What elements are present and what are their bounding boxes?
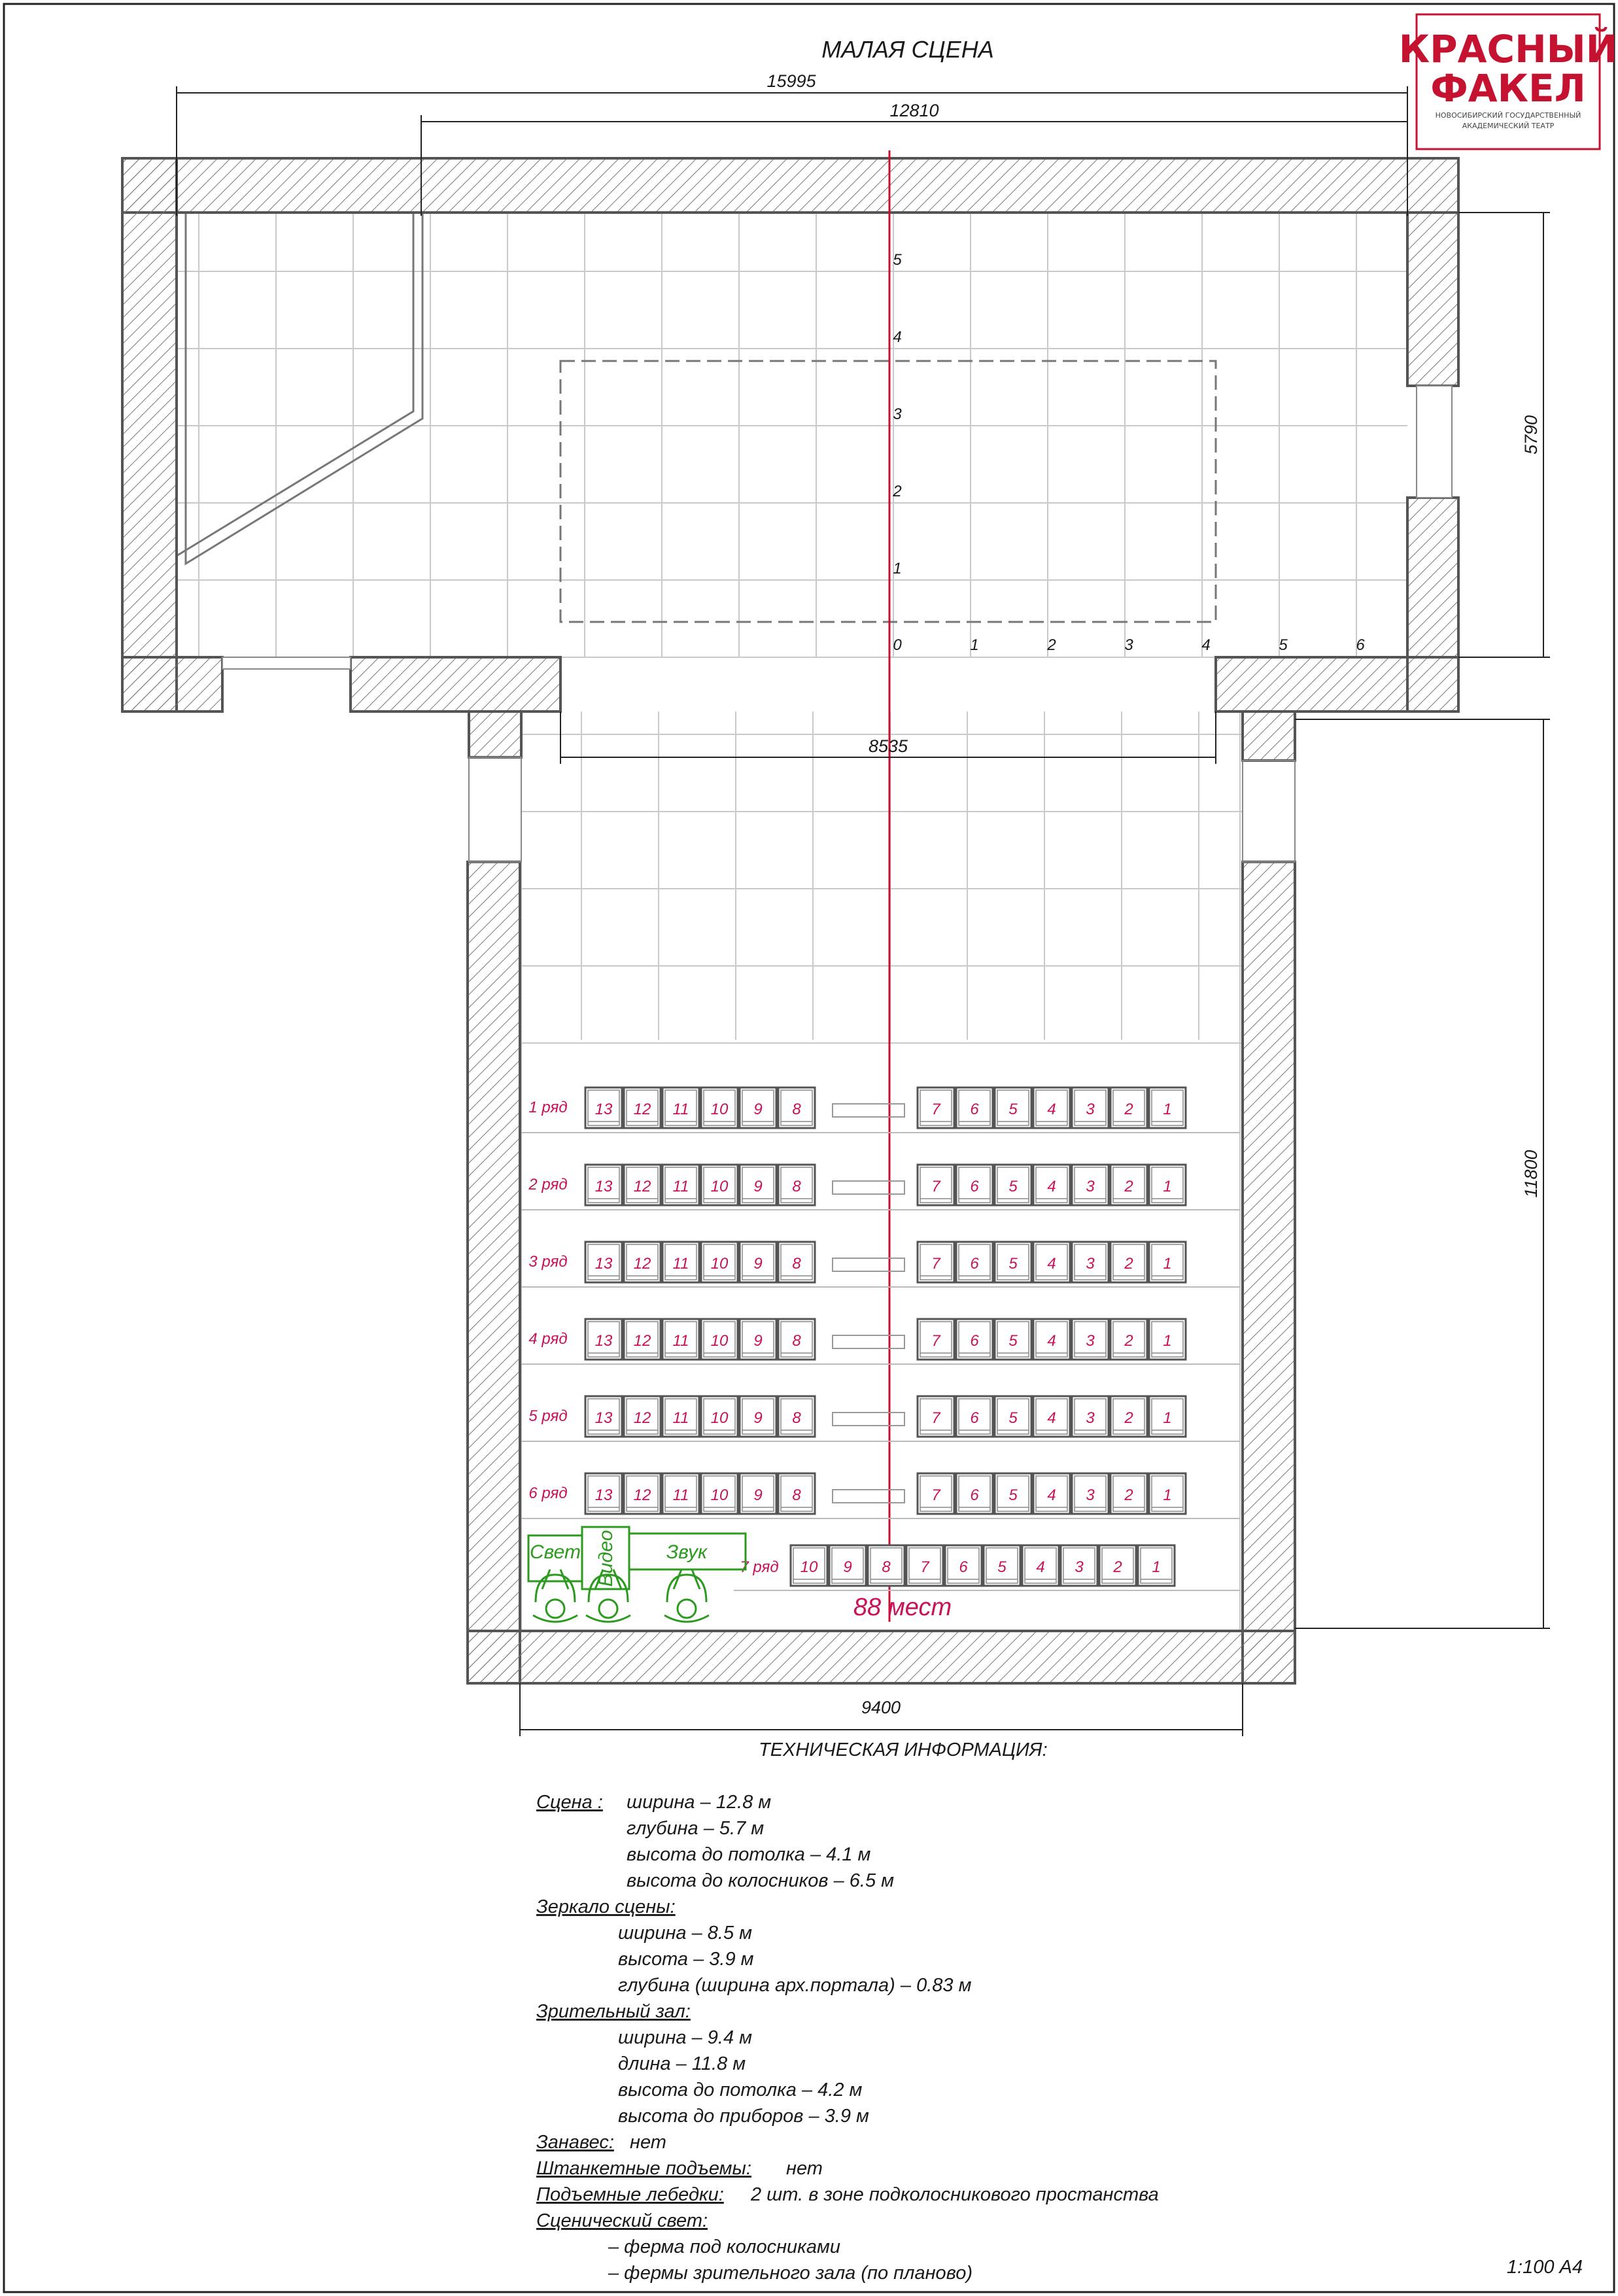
seat xyxy=(740,1088,776,1128)
seat xyxy=(995,1242,1031,1282)
seat-number: 7 xyxy=(931,1101,940,1118)
info-heading: ТЕХНИЧЕСКАЯ ИНФОРМАЦИЯ: xyxy=(759,1739,1048,1760)
seat-number: 6 xyxy=(970,1409,979,1427)
info-curtain-value: нет xyxy=(630,2132,666,2153)
aisle-step xyxy=(833,1335,904,1348)
info-stage-line: ширина – 12.8 м xyxy=(627,1792,772,1813)
seat xyxy=(1149,1242,1186,1282)
seat-number: 8 xyxy=(792,1178,801,1195)
seat xyxy=(918,1165,954,1205)
seat xyxy=(1072,1165,1109,1205)
seat xyxy=(778,1242,815,1282)
seat-number: 12 xyxy=(633,1332,651,1350)
seat-number: 4 xyxy=(1047,1255,1056,1273)
seat-number: 3 xyxy=(1075,1558,1084,1576)
seat xyxy=(663,1473,699,1514)
acting-area xyxy=(560,361,1216,622)
seat-number: 1 xyxy=(1163,1255,1172,1273)
seat xyxy=(829,1545,866,1586)
seat-number: 9 xyxy=(753,1255,763,1273)
tech-video-label: Видео xyxy=(595,1530,617,1587)
seat-number: 7 xyxy=(931,1332,940,1350)
seat xyxy=(956,1396,993,1437)
tech-booth xyxy=(528,1527,746,1622)
info-lifts-value: нет xyxy=(786,2158,823,2179)
aisle-step xyxy=(833,1258,904,1271)
seat-number: 3 xyxy=(1086,1178,1095,1195)
seat xyxy=(740,1396,776,1437)
seat-number: 8 xyxy=(882,1558,891,1576)
axis-x-label: 6 xyxy=(1356,636,1365,654)
aisle-step xyxy=(833,1413,904,1426)
seat-number: 1 xyxy=(1163,1178,1172,1195)
seat-number: 5 xyxy=(1008,1486,1018,1504)
seat-number: 9 xyxy=(753,1178,763,1195)
tech-info xyxy=(536,1739,1583,2284)
seat-number: 2 xyxy=(1113,1558,1122,1576)
seat xyxy=(778,1319,815,1360)
seat-number: 8 xyxy=(792,1255,801,1273)
seat-number: 6 xyxy=(970,1332,979,1350)
info-hall-line: высота до приборов – 3.9 м xyxy=(618,2106,869,2127)
info-stage-label: Сцена : xyxy=(536,1792,603,1813)
seat-number: 5 xyxy=(1008,1409,1018,1427)
seat xyxy=(663,1319,699,1360)
seat-number: 3 xyxy=(1086,1255,1095,1273)
seat-number: 2 xyxy=(1124,1255,1133,1273)
aisle-step xyxy=(833,1181,904,1194)
info-light-line: – фермы зрительного зала (по планово) xyxy=(608,2263,973,2284)
seat-number: 12 xyxy=(633,1486,651,1504)
axis-x-label: 2 xyxy=(1047,636,1056,654)
seat-number: 2 xyxy=(1124,1486,1133,1504)
seat xyxy=(1022,1545,1059,1586)
seat xyxy=(778,1396,815,1437)
seat xyxy=(1033,1319,1070,1360)
seat-number: 5 xyxy=(1008,1332,1018,1350)
seat-number: 10 xyxy=(710,1178,729,1195)
backstage-partition xyxy=(177,213,422,564)
seat-number: 6 xyxy=(959,1558,968,1576)
row-label: 2 ряд xyxy=(528,1176,568,1193)
theatre-logo xyxy=(1399,14,1618,149)
aisle-step xyxy=(833,1490,904,1503)
info-stage-line: высота до потолка – 4.1 м xyxy=(627,1844,871,1865)
seat xyxy=(663,1242,699,1282)
seat xyxy=(663,1088,699,1128)
seat xyxy=(701,1473,738,1514)
seat xyxy=(585,1319,622,1360)
seat xyxy=(995,1319,1031,1360)
seat-number: 10 xyxy=(710,1332,729,1350)
seat xyxy=(1110,1319,1147,1360)
seat-number: 6 xyxy=(970,1255,979,1273)
seat-number: 12 xyxy=(633,1178,651,1195)
seat-number: 2 xyxy=(1124,1332,1133,1350)
seat xyxy=(1033,1165,1070,1205)
seat-number: 12 xyxy=(633,1255,651,1273)
info-hall-line: высота до потолка – 4.2 м xyxy=(618,2080,863,2100)
seat xyxy=(1099,1545,1136,1586)
seat-number: 10 xyxy=(710,1255,729,1273)
info-hall-line: ширина – 9.4 м xyxy=(618,2027,753,2048)
logo-line-1: КРАСНЫЙ xyxy=(1398,27,1618,71)
seat xyxy=(624,1242,661,1282)
seat-number: 11 xyxy=(672,1409,689,1427)
seat-number: 9 xyxy=(843,1558,852,1576)
seat xyxy=(1110,1473,1147,1514)
seat-number: 8 xyxy=(792,1486,801,1504)
seat-number: 10 xyxy=(710,1409,729,1427)
seat-number: 10 xyxy=(710,1101,729,1118)
seat xyxy=(1033,1473,1070,1514)
info-light-label: Сценический свет: xyxy=(536,2210,708,2231)
info-light-line: – ферма под колосниками xyxy=(608,2236,840,2257)
tech-sound-label: Звук xyxy=(666,1541,708,1563)
seat xyxy=(956,1319,993,1360)
seating xyxy=(521,1088,1240,1590)
dim-stage-depth: 5790 xyxy=(1521,415,1541,455)
dim-hall-width: 9400 xyxy=(861,1698,901,1717)
operator-icon xyxy=(664,1569,709,1622)
seat-number: 11 xyxy=(672,1178,689,1195)
seat xyxy=(740,1242,776,1282)
aisle-step xyxy=(833,1104,904,1117)
info-lifts-label: Штанкетные подъемы: xyxy=(536,2158,751,2179)
seat xyxy=(624,1473,661,1514)
seat xyxy=(956,1242,993,1282)
seat-number: 7 xyxy=(920,1558,929,1576)
seat-number: 3 xyxy=(1086,1409,1095,1427)
seat xyxy=(1033,1396,1070,1437)
seat xyxy=(663,1396,699,1437)
seat-number: 10 xyxy=(800,1558,818,1576)
seat xyxy=(740,1473,776,1514)
seat-number: 9 xyxy=(753,1101,763,1118)
seat xyxy=(1110,1242,1147,1282)
seat xyxy=(1149,1396,1186,1437)
seat-number: 13 xyxy=(594,1332,613,1350)
axis-x-label: 1 xyxy=(970,636,979,654)
seat xyxy=(701,1088,738,1128)
seat-number: 1 xyxy=(1152,1558,1161,1576)
seat-number: 5 xyxy=(997,1558,1007,1576)
seat-number: 3 xyxy=(1086,1332,1095,1350)
seat xyxy=(1149,1088,1186,1128)
seat-number: 4 xyxy=(1047,1178,1056,1195)
seat xyxy=(624,1165,661,1205)
seat xyxy=(956,1088,993,1128)
seat xyxy=(956,1473,993,1514)
seat xyxy=(995,1396,1031,1437)
seat xyxy=(995,1165,1031,1205)
axis-x-label: 5 xyxy=(1279,636,1288,654)
seat-number: 6 xyxy=(970,1486,979,1504)
seat xyxy=(624,1319,661,1360)
axis-labels xyxy=(892,251,1365,654)
axis-y-label: 1 xyxy=(893,560,902,577)
info-mirror-label: Зеркало сцены: xyxy=(536,1896,676,1917)
seat xyxy=(1072,1088,1109,1128)
seat-number: 4 xyxy=(1047,1486,1056,1504)
seat xyxy=(1149,1473,1186,1514)
seat xyxy=(906,1545,943,1586)
row-label: 5 ряд xyxy=(528,1407,568,1425)
seat xyxy=(984,1545,1020,1586)
seat-number: 5 xyxy=(1008,1178,1018,1195)
info-curtain-label: Занавес: xyxy=(536,2132,614,2153)
seat xyxy=(585,1165,622,1205)
seat xyxy=(1072,1396,1109,1437)
seat xyxy=(1072,1242,1109,1282)
seat xyxy=(1149,1319,1186,1360)
seat-number: 4 xyxy=(1047,1332,1056,1350)
seat xyxy=(918,1319,954,1360)
row-label: 6 ряд xyxy=(528,1484,568,1502)
seat-number: 13 xyxy=(594,1409,613,1427)
seat-number: 4 xyxy=(1047,1409,1056,1427)
seat-number: 7 xyxy=(931,1255,940,1273)
seat xyxy=(585,1088,622,1128)
seat-number: 2 xyxy=(1124,1101,1133,1118)
seat xyxy=(1110,1088,1147,1128)
dim-portal: 8535 xyxy=(868,736,908,756)
seat xyxy=(701,1165,738,1205)
info-hall-line: длина – 11.8 м xyxy=(618,2053,746,2074)
info-mirror-line: высота – 3.9 м xyxy=(618,1949,754,1970)
seat-number: 4 xyxy=(1047,1101,1056,1118)
seat xyxy=(778,1165,815,1205)
seat-number: 7 xyxy=(931,1178,940,1195)
drawing-title: МАЛАЯ СЦЕНА xyxy=(821,36,994,63)
axis-y-label: 2 xyxy=(893,483,902,500)
walls xyxy=(122,158,1458,1683)
seat xyxy=(1072,1473,1109,1514)
seat-number: 8 xyxy=(792,1409,801,1427)
seat-number: 8 xyxy=(792,1101,801,1118)
axis-x-label: 0 xyxy=(893,636,902,654)
seat xyxy=(995,1473,1031,1514)
seat xyxy=(956,1165,993,1205)
seat-number: 1 xyxy=(1163,1409,1172,1427)
axis-x-label: 4 xyxy=(1201,636,1211,654)
seat xyxy=(701,1396,738,1437)
seat xyxy=(1072,1319,1109,1360)
info-stage-line: высота до колосников – 6.5 м xyxy=(627,1870,895,1891)
seat-number: 13 xyxy=(594,1486,613,1504)
seat-number: 3 xyxy=(1086,1101,1095,1118)
seat-number: 13 xyxy=(594,1255,613,1273)
logo-sub-1: НОВОСИБИРСКИЙ ГОСУДАРСТВЕННЫЙ xyxy=(1435,111,1581,120)
seat-number: 7 xyxy=(931,1486,940,1504)
seat-number: 4 xyxy=(1036,1558,1045,1576)
seat xyxy=(918,1473,954,1514)
info-stage-line: глубина – 5.7 м xyxy=(627,1818,765,1839)
seat-number: 11 xyxy=(672,1255,689,1273)
seat-number: 1 xyxy=(1163,1101,1172,1118)
seat-number: 8 xyxy=(792,1332,801,1350)
seat xyxy=(868,1545,904,1586)
logo-line-2: ФАКЕЛ xyxy=(1430,66,1586,111)
seat-number: 2 xyxy=(1124,1178,1133,1195)
info-winch-label: Подъемные лебедки: xyxy=(536,2184,724,2205)
info-winch-value: 2 шт. в зоне подколосникового простанства xyxy=(751,2184,1159,2205)
seat xyxy=(1033,1242,1070,1282)
seat xyxy=(1138,1545,1175,1586)
row-label: 4 ряд xyxy=(528,1330,568,1348)
seat xyxy=(918,1088,954,1128)
capacity-label: 88 мест xyxy=(853,1594,952,1621)
seat-number: 9 xyxy=(753,1409,763,1427)
stage-grid xyxy=(177,213,1407,657)
seat xyxy=(918,1396,954,1437)
seat-number: 3 xyxy=(1086,1486,1095,1504)
seat-number: 12 xyxy=(633,1409,651,1427)
seat xyxy=(663,1165,699,1205)
seat-number: 10 xyxy=(710,1486,729,1504)
info-mirror-line: глубина (ширина арх.портала) – 0.83 м xyxy=(618,1975,972,1996)
seat xyxy=(701,1242,738,1282)
seat-number: 6 xyxy=(970,1178,979,1195)
seat xyxy=(778,1088,815,1128)
seat-number: 2 xyxy=(1124,1409,1133,1427)
seat xyxy=(624,1396,661,1437)
axis-x-label: 3 xyxy=(1124,636,1133,654)
page-frame xyxy=(4,4,1614,2292)
seat xyxy=(1061,1545,1097,1586)
axis-y-label: 4 xyxy=(893,328,902,346)
seat-number: 5 xyxy=(1008,1255,1018,1273)
scale-label: 1:100 А4 xyxy=(1506,2257,1583,2278)
tech-light-label: Свет xyxy=(529,1541,581,1563)
seat xyxy=(995,1088,1031,1128)
seat xyxy=(1149,1165,1186,1205)
seat-number: 11 xyxy=(672,1332,689,1350)
seat-number: 9 xyxy=(753,1332,763,1350)
seat xyxy=(585,1396,622,1437)
dim-overall: 15995 xyxy=(766,71,816,91)
dim-stage-width: 12810 xyxy=(889,101,939,120)
seat xyxy=(701,1319,738,1360)
seat xyxy=(624,1088,661,1128)
wall-openings xyxy=(222,386,1452,862)
seat xyxy=(1110,1396,1147,1437)
seat xyxy=(791,1545,827,1586)
info-mirror-line: ширина – 8.5 м xyxy=(618,1923,753,1944)
dimension-lines xyxy=(177,86,1550,1736)
seat xyxy=(1110,1165,1147,1205)
seat-number: 6 xyxy=(970,1101,979,1118)
row-label: 7 ряд xyxy=(740,1558,779,1576)
axis-y-label: 3 xyxy=(893,405,902,423)
info-hall-label: Зрительный зал: xyxy=(536,2001,691,2022)
seat xyxy=(945,1545,982,1586)
seat-number: 11 xyxy=(672,1486,689,1504)
seat xyxy=(778,1473,815,1514)
seat xyxy=(585,1242,622,1282)
seat-number: 9 xyxy=(753,1486,763,1504)
row-label: 3 ряд xyxy=(528,1253,568,1271)
row-label: 1 ряд xyxy=(528,1099,568,1116)
seat-number: 13 xyxy=(594,1101,613,1118)
seat xyxy=(740,1165,776,1205)
seat xyxy=(1033,1088,1070,1128)
seat xyxy=(918,1242,954,1282)
logo-sub-2: АКАДЕМИЧЕСКИЙ ТЕАТР xyxy=(1462,122,1555,130)
seat xyxy=(585,1473,622,1514)
dim-hall-length: 11800 xyxy=(1521,1150,1541,1198)
seat-number: 1 xyxy=(1163,1486,1172,1504)
seat-number: 5 xyxy=(1008,1101,1018,1118)
operator-icon xyxy=(533,1569,577,1622)
seat-number: 7 xyxy=(931,1409,940,1427)
axis-y-label: 5 xyxy=(893,251,902,269)
seat-number: 1 xyxy=(1163,1332,1172,1350)
seat-number: 12 xyxy=(633,1101,651,1118)
seat-number: 11 xyxy=(672,1101,689,1118)
seat xyxy=(740,1319,776,1360)
seat-number: 13 xyxy=(594,1178,613,1195)
